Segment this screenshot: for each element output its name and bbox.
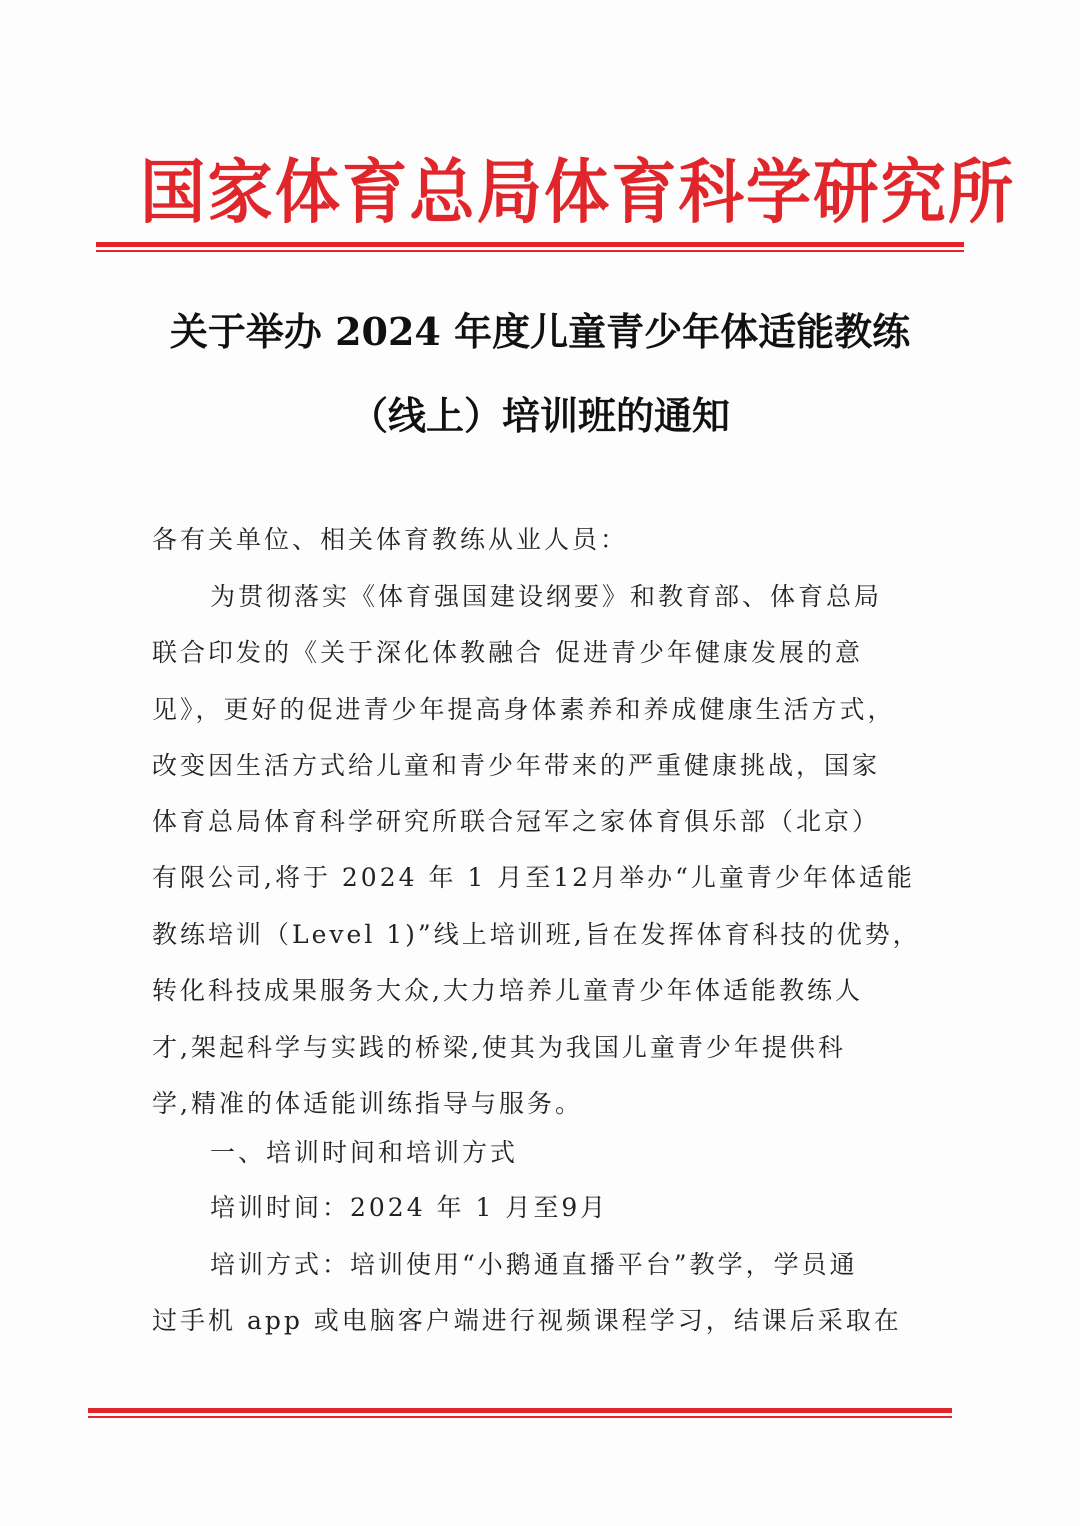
paragraph-line: 才,架起科学与实践的桥梁,使其为我国儿童青少年提供科 bbox=[152, 1033, 846, 1062]
document-title-line-2: （线上）培训班的通知 bbox=[349, 393, 730, 438]
rule-thin-line bbox=[88, 1416, 952, 1418]
paragraph-line: 为贯彻落实《体育强国建设纲要》和教育部、体育总局 bbox=[210, 582, 883, 611]
paragraph-line: 转化科技成果服务大众,大力培养儿童青少年体适能教练人 bbox=[152, 976, 863, 1005]
letterhead-organization: 国家体育总局体育科学研究所 bbox=[140, 152, 1016, 233]
training-method-line: 培训方式：培训使用“小鹅通直播平台”教学，学员通 bbox=[210, 1250, 858, 1279]
document-title-line-1: 关于举办 2024 年度儿童青少年体适能教练 bbox=[169, 309, 911, 354]
paragraph-line: 学,精准的体适能训练指导与服务。 bbox=[152, 1089, 583, 1118]
letterhead-red-rule bbox=[96, 242, 964, 252]
paragraph-line: 体育总局体育科学研究所联合冠军之家体育俱乐部（北京） bbox=[152, 807, 881, 836]
rule-thick-line bbox=[88, 1408, 952, 1413]
paragraph-line: 有限公司,将于 2024 年 1 月至12月举办“儿童青少年体适能 bbox=[152, 863, 915, 892]
paragraph-line: 联合印发的《关于深化体教融合 促进青少年健康发展的意 bbox=[152, 638, 863, 667]
training-method-line: 过手机 app 或电脑客户端进行视频课程学习，结课后采取在 bbox=[152, 1306, 902, 1335]
section-heading: 一、培训时间和培训方式 bbox=[210, 1138, 519, 1167]
paragraph-line: 改变因生活方式给儿童和青少年带来的严重健康挑战，国家 bbox=[152, 751, 881, 780]
rule-thick-line bbox=[96, 242, 964, 247]
footer-red-rule bbox=[88, 1408, 952, 1418]
training-time: 培训时间：2024 年 1 月至9月 bbox=[210, 1193, 609, 1222]
paragraph-line: 教练培训（Level 1)”线上培训班,旨在发挥体育科技的优势， bbox=[152, 920, 921, 949]
rule-thin-line bbox=[96, 250, 964, 252]
salutation: 各有关单位、相关体育教练从业人员： bbox=[152, 525, 629, 554]
paragraph-line: 见》，更好的促进青少年提高身体素养和养成健康生活方式， bbox=[152, 695, 896, 724]
